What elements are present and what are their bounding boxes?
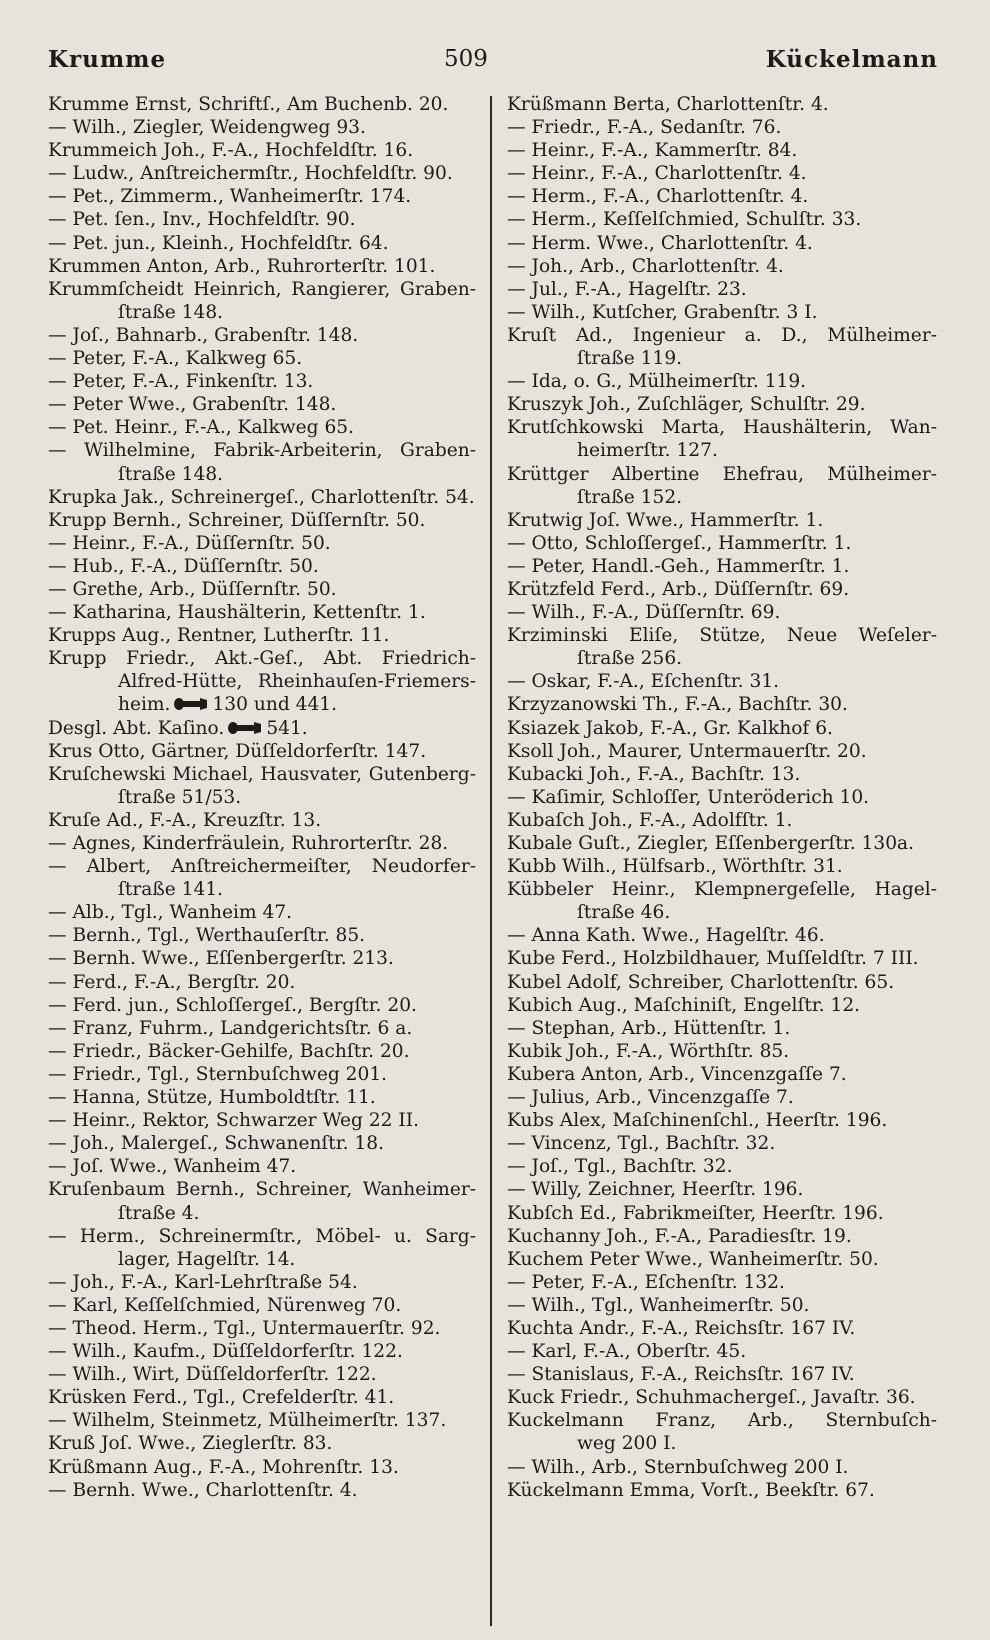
entry-text: — Ferd., F.-A., Bergſtr. 20. [48,971,296,993]
directory-entry [507,1109,937,1132]
entry-continuation [507,901,937,924]
entry-text: — Jul., F.-A., Hagelſtr. 23. [507,278,747,300]
entry-text: — Friedr., Tgl., Sternbuſchweg 201. [48,1063,388,1085]
entry-text: Kuckelmann Franz, Arb., Sternbuſch- [507,1410,937,1432]
page-number: 509 [444,46,488,72]
entry-text: Kubſch Ed., Fabrikmeiſter, Heerſtr. 196. [507,1202,884,1224]
directory-entry [48,1086,476,1109]
entry-text: ſtraße 152. [577,486,683,508]
directory-entry [507,93,937,116]
directory-entry [507,1017,937,1040]
entry-text: — Wilh., Tgl., Wanheimerſtr. 50. [507,1294,810,1316]
entry-text: — Herm., Keſſelſchmied, Schulſtr. 33. [507,209,862,231]
entry-text: Krupp Friedr., Akt.-Geſ., Abt. Friedrich- [48,648,476,670]
entry-text: Kuchem Peter Wwe., Wanheimerſtr. 50. [507,1248,879,1270]
entry-text: Kruſt Ad., Ingenieur a. D., Mülheimer- [507,324,937,346]
directory-entry [507,1317,937,1340]
directory-entry [48,1432,476,1455]
directory-entry [507,878,937,901]
entry-text: Krutſchkowski Marta, Haushälterin, Wan- [507,417,937,439]
directory-entry [48,924,476,947]
directory-entry [48,416,476,439]
entry-text: — Pet. Heinr., F.-A., Kalkweg 65. [48,417,355,439]
entry-text: Kubale Guſt., Ziegler, Eſſenbergerſtr. 130a. [507,833,915,854]
entry-text: Kubich Aug., Maſchiniſt, Engelſtr. 12. [507,994,861,1016]
entry-text: Krus Otto, Gärtner, Düſſeldorferſtr. 147. [48,740,427,762]
directory-entry [507,670,937,693]
entry-continuation [507,347,937,370]
directory-entry [507,1155,937,1178]
entry-text: — Wilh., Kaufm., Düſſeldorferſtr. 122. [48,1341,403,1363]
directory-entry [507,809,937,832]
entry-text: Kube Ferd., Holzbildhauer, Muſſeldſtr. 7 III. [507,948,919,970]
entry-text: Krüttger Albertine Ehefrau, Mülheimer- [507,463,937,485]
directory-entry [48,185,476,208]
directory-entry [48,947,476,970]
directory-entry [48,1155,476,1178]
directory-entry [48,740,476,763]
entry-text: Krummſcheidt Heinrich, Rangierer, Graben- [48,278,476,300]
entry-text: — Karl, Keſſelſchmied, Nürenweg 70. [48,1294,402,1316]
entry-text: — Heinr., F.-A., Düſſernſtr. 50. [48,532,331,554]
entry-continuation [48,1202,476,1225]
directory-entry [507,370,937,393]
directory-entry [507,832,937,855]
entry-text: heimerſtr. 127. [577,440,718,462]
directory-entry [507,1202,937,1225]
telephone-number: 541. [266,717,308,739]
entry-text: — Peter, F.-A., Eſchenſtr. 132. [507,1271,785,1293]
entry-text: — Pet. jun., Kleinh., Hochfeldſtr. 64. [48,232,389,254]
entry-text: Kückelmann Emma, Vorſt., Beekſtr. 67. [507,1479,875,1501]
directory-entry [48,278,476,301]
directory-entry [48,624,476,647]
entry-text: — Kaſimir, Schloſſer, Unteröderich 10. [507,786,870,808]
entry-text: — Wilh., Ziegler, Weidengweg 93. [48,117,366,139]
entry-text: — Theod. Herm., Tgl., Untermauerſtr. 92. [48,1317,441,1339]
directory-entry [507,763,937,786]
entry-text: Kuchta Andr., F.-A., Reichsſtr. 167 IV. [507,1317,856,1339]
entry-text: — Oskar, F.-A., Eſchenſtr. 31. [507,671,780,693]
entry-text: heim. [118,694,171,716]
directory-entry [507,555,937,578]
directory-entry [48,578,476,601]
entry-text: Kuchanny Joh., F.-A., Paradiesſtr. 19. [507,1225,852,1247]
entry-text: Krummeich Joh., F.-A., Hochfeldſtr. 16. [48,140,414,162]
entry-text: — Heinr., F.-A., Charlottenſtr. 4. [507,163,807,185]
entry-text: — Stanislaus, F.-A., Reichsſtr. 167 IV. [507,1364,855,1386]
entry-text: ſtraße 141. [118,879,224,901]
entry-text: — Ida, o. G., Mülheimerſtr. 119. [507,371,807,393]
directory-entry [507,1479,937,1502]
directory-entry [507,1225,937,1248]
directory-entry [507,139,937,162]
directory-entry [507,278,937,301]
entry-text: ſtraße 256. [577,648,683,670]
right-column [507,93,937,1502]
entry-text: Krützfeld Ferd., Arb., Düſſernſtr. 69. [507,578,850,600]
entry-text: Alfred-Hütte, Rheinhauſen-Friemers- [118,671,476,693]
directory-entry [48,324,476,347]
header-left-word: Krumme [48,45,167,73]
entry-continuation [48,693,476,716]
entry-text: Krupka Jak., Schreinergeſ., Charlottenſtr. 54. [48,486,475,508]
entry-text: Kubel Adolf, Schreiber, Charlottenſtr. 65. [507,971,895,993]
telephone-number: 130 und 441. [212,694,338,716]
entry-text: — Joh., Malergeſ., Schwanenſtr. 18. [48,1133,385,1155]
directory-entry [507,1386,937,1409]
entry-text: — Pet. ſen., Inv., Hochfeldſtr. 90. [48,209,356,231]
entry-text: — Bernh. Wwe., Charlottenſtr. 4. [48,1479,358,1501]
entry-text: Kruſenbaum Bernh., Schreiner, Wanheimer- [48,1179,476,1201]
entry-text: — Bernh. Wwe., Eſſenbergerſtr. 213. [48,948,394,970]
entry-text: — Grethe, Arb., Düſſernſtr. 50. [48,578,337,600]
entry-continuation [48,463,476,486]
entry-text: — Peter, Handl.-Geh., Hammerſtr. 1. [507,555,850,577]
entry-text: — Wilh., Kutſcher, Grabenſtr. 3 I. [507,301,818,323]
directory-entry [507,1178,937,1201]
directory-entry [507,693,937,716]
entry-text: — Pet., Zimmerm., Wanheimerſtr. 174. [48,186,412,208]
entry-text: — Wilhelm, Steinmetz, Mülheimerſtr. 137. [48,1410,447,1432]
entry-text: Desgl. Abt. Kaſino. [48,717,225,739]
entry-text: — Wilhelmine, Fabrik-Arbeiterin, Graben- [48,440,476,462]
directory-entry [507,601,937,624]
entry-text: — Agnes, Kinderfräulein, Ruhrorterſtr. 28. [48,833,449,854]
entry-text: ſtraße 119. [577,348,683,370]
entry-text: — Herm., Schreinermſtr., Möbel- u. Sarg- [48,1225,476,1247]
entry-text: Krüßmann Berta, Charlottenſtr. 4. [507,94,829,115]
directory-entry [507,1086,937,1109]
directory-entry [507,971,937,994]
entry-text: Krumme Ernst, Schriftſ., Am Buchenb. 20. [48,94,449,115]
entry-text: — Joh., F.-A., Karl-Lehrſtraße 54. [48,1271,358,1293]
entry-text: — Karl, F.-A., Oberſtr. 45. [507,1341,747,1363]
entry-text: Kruß Joſ. Wwe., Zieglerſtr. 83. [48,1433,333,1455]
entry-text: — Peter, F.-A., Finkenſtr. 13. [48,371,314,393]
directory-entry [507,1248,937,1271]
directory-entry [48,1409,476,1432]
entry-continuation [48,301,476,324]
entry-text: — Wilh., Arb., Sternbuſchweg 200 I. [507,1456,849,1478]
directory-entry [507,208,937,231]
directory-entry [48,1363,476,1386]
entry-text: Krziminski Eliſe, Stütze, Neue Weſeler- [507,625,937,647]
entry-text: Krüsken Ferd., Tgl., Crefelderſtr. 41. [48,1387,395,1409]
entry-text: Krüßmann Aug., F.-A., Mohrenſtr. 13. [48,1456,399,1478]
directory-entry [48,901,476,924]
directory-entry [507,1456,937,1479]
directory-entry [507,855,937,878]
entry-text: Kruszyk Joh., Zuſchläger, Schulſtr. 29. [507,394,866,416]
entry-text: Kuck Friedr., Schuhmachergeſ., Javaſtr. 36. [507,1387,916,1409]
entry-continuation [507,1432,937,1455]
directory-entry [507,463,937,486]
entry-text: Krzyzanowski Th., F.-A., Bachſtr. 30. [507,694,848,716]
entry-continuation [48,786,476,809]
entry-text: — Bernh., Tgl., Werthauſerſtr. 85. [48,925,366,947]
entry-text: lager, Hagelſtr. 14. [118,1248,296,1270]
entry-text: — Wilh., F.-A., Düſſernſtr. 69. [507,602,781,624]
header-right-word: Kückelmann [765,45,938,73]
directory-entry [48,232,476,255]
entry-text: — Friedr., Bäcker-Gehilfe, Bachſtr. 20. [48,1040,410,1062]
entry-text: Kubb Wilh., Hülfsarb., Wörthſtr. 31. [507,856,843,878]
directory-entry [507,393,937,416]
entry-text: ſtraße 4. [118,1202,200,1224]
entry-text: — Vincenz, Tgl., Bachſtr. 32. [507,1133,776,1155]
entry-text: Ksoll Joh., Maurer, Untermauerſtr. 20. [507,740,867,762]
entry-text: — Peter Wwe., Grabenſtr. 148. [48,394,337,416]
directory-entry [48,393,476,416]
directory-entry [48,1386,476,1409]
entry-text: — Wilh., Wirt, Düſſeldorferſtr. 122. [48,1364,377,1386]
entry-continuation [48,878,476,901]
entry-text: — Alb., Tgl., Wanheim 47. [48,902,293,924]
directory-entry [48,1040,476,1063]
directory-entry [48,1017,476,1040]
entry-text: — Joſ. Wwe., Wanheim 47. [48,1156,297,1178]
entry-text: — Julius, Arb., Vincenzgaſſe 7. [507,1087,794,1109]
entry-text: — Franz, Fuhrm., Landgerichtsſtr. 6 a. [48,1017,413,1039]
entry-text: — Joſ., Tgl., Bachſtr. 32. [507,1156,733,1178]
directory-entry [48,1479,476,1502]
directory-entry [507,301,937,324]
directory-entry [507,324,937,347]
entry-text: — Katharina, Haushälterin, Kettenſtr. 1. [48,602,426,624]
entry-continuation [48,670,476,693]
directory-entry [507,255,937,278]
directory-entry [48,208,476,231]
telephone-icon [228,721,262,735]
directory-entry [507,185,937,208]
entry-text: — Joh., Arb., Charlottenſtr. 4. [507,255,784,277]
entry-text: Kruſe Ad., F.-A., Kreuzſtr. 13. [48,809,322,831]
entry-text: — Peter, F.-A., Kalkweg 65. [48,348,303,370]
entry-text: Kübbeler Heinr., Klempnergeſelle, Hagel- [507,879,937,901]
directory-entry [48,717,476,740]
directory-entry [507,416,937,439]
directory-entry [48,809,476,832]
entry-text: — Albert, Anſtreichermeiſter, Neudorfer- [48,856,476,878]
directory-entry [48,162,476,185]
directory-entry [507,1040,937,1063]
directory-entry [507,924,937,947]
directory-entry [48,994,476,1017]
entry-text: Ksiazek Jakob, F.-A., Gr. Kalkhof 6. [507,717,833,739]
directory-entry [507,1271,937,1294]
directory-entry [48,532,476,555]
directory-entry [507,994,937,1017]
directory-entry [48,1132,476,1155]
entry-text: — Hanna, Stütze, Humboldtſtr. 11. [48,1087,376,1109]
directory-entry [48,1456,476,1479]
directory-entry [48,139,476,162]
directory-entry [507,1363,937,1386]
directory-entry [48,647,476,670]
directory-entry [507,1132,937,1155]
directory-entry [507,1409,937,1432]
directory-entry [507,578,937,601]
directory-entry [48,1317,476,1340]
entry-text: Kruſchewski Michael, Hausvater, Gutenberg- [48,763,476,785]
entry-text: — Ferd. jun., Schloſſergeſ., Bergſtr. 20. [48,994,417,1016]
entry-text: — Stephan, Arb., Hüttenſtr. 1. [507,1017,791,1039]
directory-entry [48,116,476,139]
directory-entry [507,947,937,970]
entry-text: — Otto, Schloſſergeſ., Hammerſtr. 1. [507,532,852,554]
entry-text: ſtraße 148. [118,463,224,485]
entry-continuation [507,439,937,462]
entry-text: — Hub., F.-A., Düſſernſtr. 50. [48,555,319,577]
directory-entry [48,439,476,462]
directory-entry [507,162,937,185]
directory-entry [507,1063,937,1086]
entry-text: — Herm., F.-A., Charlottenſtr. 4. [507,186,809,208]
directory-entry [48,832,476,855]
column-divider [490,96,492,1626]
entry-text: — Willy, Zeichner, Heerſtr. 196. [507,1179,804,1201]
directory-entry [48,1109,476,1132]
entry-text: weg 200 I. [577,1433,677,1455]
directory-entry [48,555,476,578]
directory-entry [48,971,476,994]
directory-entry [48,1225,476,1248]
entry-continuation [507,486,937,509]
directory-entry [48,1271,476,1294]
directory-entry [48,347,476,370]
left-column [48,93,476,1502]
directory-entry [48,255,476,278]
entry-text: Kubik Joh., F.-A., Wörthſtr. 85. [507,1040,790,1062]
directory-entry [507,1340,937,1363]
entry-text: Krupp Bernh., Schreiner, Düſſernſtr. 50. [48,509,426,531]
directory-entry [48,763,476,786]
directory-entry [48,509,476,532]
directory-entry [507,532,937,555]
directory-entry [507,509,937,532]
entry-text: — Herm. Wwe., Charlottenſtr. 4. [507,232,813,254]
entry-continuation [507,647,937,670]
entry-text: — Heinr., Rektor, Schwarzer Weg 22 II. [48,1110,420,1132]
directory-entry [507,232,937,255]
directory-entry [48,1063,476,1086]
entry-text: — Friedr., F.-A., Sedanſtr. 76. [507,117,782,139]
entry-text: Kubera Anton, Arb., Vincenzgaſſe 7. [507,1063,847,1085]
entry-text: ſtraße 148. [118,301,224,323]
directory-entry [507,1294,937,1317]
entry-continuation [48,1248,476,1271]
entry-text: ſtraße 51/53. [118,786,242,808]
entry-text: Kubacki Joh., F.-A., Bachſtr. 13. [507,763,801,785]
entry-text: Kubaſch Joh., F.-A., Adolfſtr. 1. [507,809,793,831]
directory-entry [507,786,937,809]
directory-entry [48,1340,476,1363]
entry-text: Kubs Alex, Maſchinenſchl., Heerſtr. 196. [507,1110,888,1132]
directory-entry [48,93,476,116]
directory-entry [507,717,937,740]
directory-entry [48,486,476,509]
directory-entry [507,116,937,139]
entry-text: — Heinr., F.-A., Kammerſtr. 84. [507,140,798,162]
entry-text: — Anna Kath. Wwe., Hagelſtr. 46. [507,925,825,947]
directory-entry [48,1294,476,1317]
directory-entry [48,855,476,878]
directory-entry [507,624,937,647]
telephone-icon [174,697,208,711]
entry-text: ſtraße 46. [577,902,671,924]
entry-text: Krupps Aug., Rentner, Lutherſtr. 11. [48,625,390,647]
directory-entry [48,601,476,624]
entry-text: Krutwig Joſ. Wwe., Hammerſtr. 1. [507,509,824,531]
directory-entry [48,370,476,393]
directory-entry [507,740,937,763]
page-header [48,42,938,76]
entry-text: — Joſ., Bahnarb., Grabenſtr. 148. [48,324,359,346]
entry-text: Krummen Anton, Arb., Ruhrorterſtr. 101. [48,255,436,277]
directory-entry [48,1178,476,1201]
entry-text: — Ludw., Anſtreichermſtr., Hochfeldſtr. 90. [48,163,453,185]
